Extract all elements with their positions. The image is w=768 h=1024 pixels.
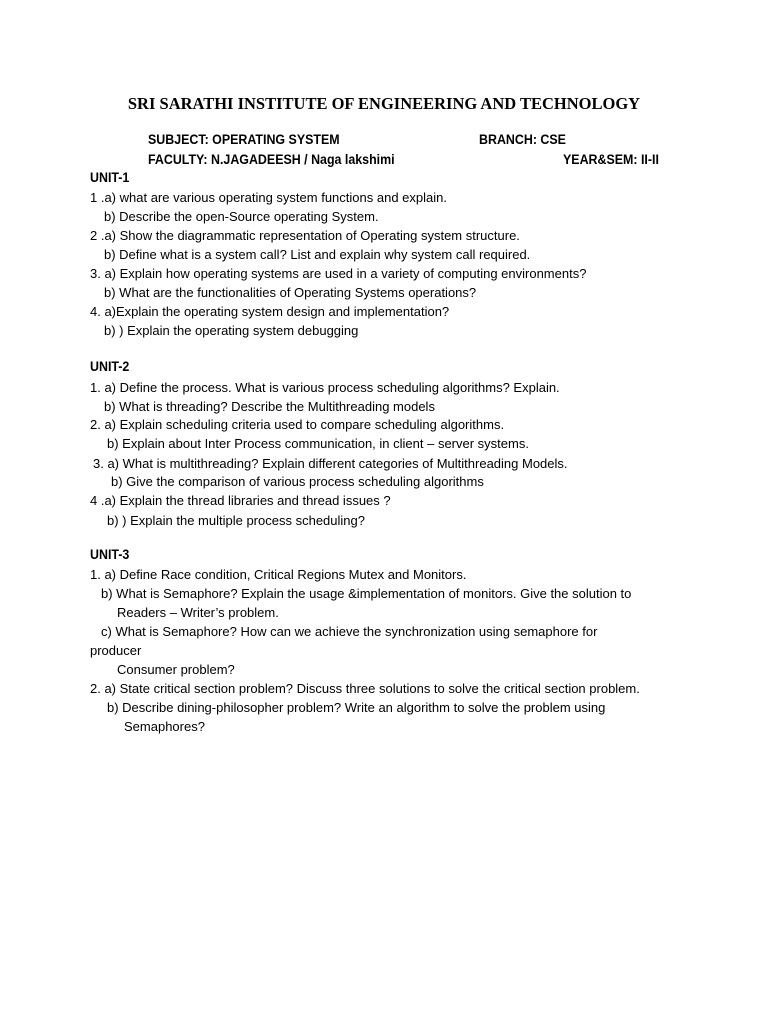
unit-2-heading: UNIT-2 — [90, 359, 130, 374]
branch-label: BRANCH: CSE — [479, 132, 566, 147]
unit-2-question-line: 4 .a) Explain the thread libraries and thread issues ? — [90, 493, 391, 508]
unit-1-question-line: 4. a)Explain the operating system design and implementation? — [90, 304, 450, 319]
unit-1-question-line: b) What are the functionalities of Operating Systems operations? — [104, 285, 477, 300]
unit-3-question-line: producer — [90, 643, 142, 658]
unit-1-question-line: 2 .a) Show the diagrammatic representation of Operating system structure. — [90, 228, 520, 243]
unit-1-question-line: 3. a) Explain how operating systems are used in a variety of computing environments? — [90, 266, 587, 281]
unit-2-question-line: 2. a) Explain scheduling criteria used to compare scheduling algorithms. — [90, 417, 505, 432]
unit-3-question-line: b) Describe dining-philosopher problem? Write an algorithm to solve the problem using — [107, 700, 606, 715]
unit-3-question-line: 1. a) Define Race condition, Critical Regions Mutex and Monitors. — [90, 567, 467, 582]
year-sem-label: YEAR&SEM: II-II — [563, 152, 659, 167]
unit-2-question-line: b) What is threading? Describe the Multithreading models — [104, 399, 435, 414]
unit-2-question-line: b) Explain about Inter Process communication, in client – server systems. — [107, 436, 529, 451]
unit-1-heading: UNIT-1 — [90, 170, 130, 185]
unit-3-question-line: b) What is Semaphore? Explain the usage &implementation of monitors. Give the solution to — [101, 586, 632, 601]
unit-2-question-line: 1. a) Define the process. What is various process scheduling algorithms? Explain. — [90, 380, 560, 395]
unit-1-question-line: b) ) Explain the operating system debugging — [104, 323, 359, 338]
unit-3-question-line: Readers – Writer’s problem. — [117, 605, 279, 620]
unit-2-question-line: b) Give the comparison of various process scheduling algorithms — [111, 474, 484, 489]
unit-3-question-line: Consumer problem? — [117, 662, 235, 677]
unit-3-question-line: c) What is Semaphore? How can we achieve the synchronization using semaphore for — [101, 624, 598, 639]
institute-title: SRI SARATHI INSTITUTE OF ENGINEERING AND TECHNOLOGY — [127, 94, 641, 113]
faculty-label: FACULTY: N.JAGADEESH / Naga lakshimi — [148, 152, 395, 167]
unit-1-question-line: b) Define what is a system call? List and explain why system call required. — [104, 247, 531, 262]
unit-3-question-line: Semaphores? — [124, 719, 205, 734]
unit-3-heading: UNIT-3 — [90, 547, 130, 562]
unit-3-question-line: 2. a) State critical section problem? Discuss three solutions to solve the critical section problem. — [90, 681, 640, 696]
unit-2-question-line: b) ) Explain the multiple process scheduling? — [107, 513, 365, 528]
unit-2-question-line: 3. a) What is multithreading? Explain different categories of Multithreading Models. — [93, 456, 568, 471]
subject-label: SUBJECT: OPERATING SYSTEM — [148, 132, 340, 147]
unit-1-question-line: 1 .a) what are various operating system functions and explain. — [90, 190, 447, 205]
unit-1-question-line: b) Describe the open-Source operating System. — [104, 209, 379, 224]
